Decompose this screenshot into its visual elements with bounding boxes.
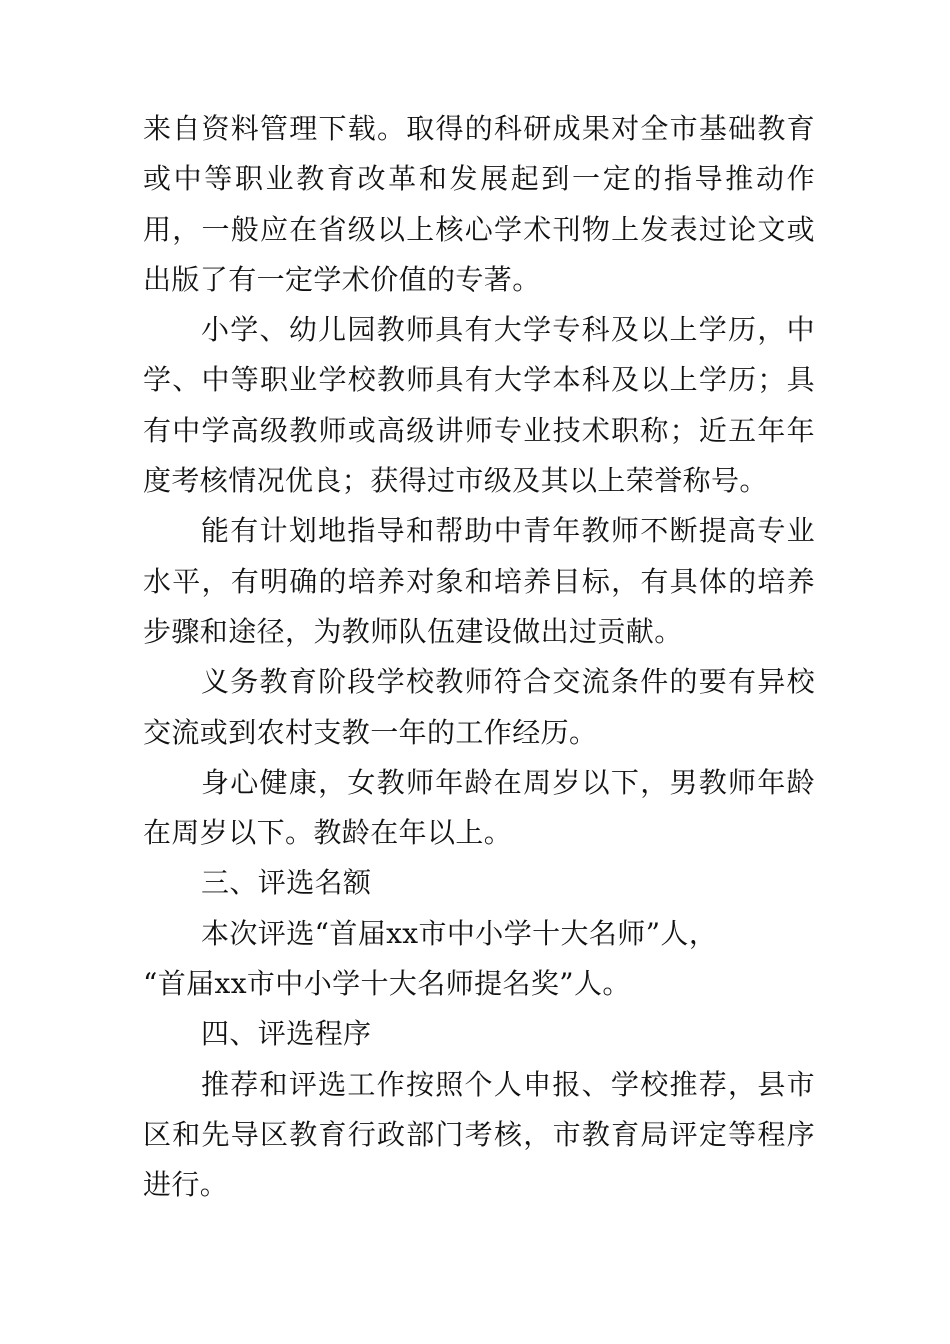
paragraph-quota-line-1: 本次评选“首届xx市中小学十大名师”人， — [201, 916, 718, 950]
document-body — [143, 104, 815, 1211]
paragraph-research-results: 来自资料管理下载。取得的科研成果对全市基础教育或中等职业教育改革和发展起到一定的指导推动作用，一般应在省级以上核心学术刊物上发表过论文或出版了有一定学术价值的专著。 — [143, 112, 815, 296]
paragraph-quota-line-2: “首届xx市中小学十大名师提名奖”人。 — [143, 967, 631, 1001]
paragraph-health-age: 身心健康，女教师年龄在周岁以下，男教师年龄在周岁以下。教龄在年以上。 — [143, 765, 815, 850]
paragraph-procedure: 推荐和评选工作按照个人申报、学校推荐，县市区和先导区教育行政部门考核，市教育局评定等程序进行。 — [143, 1067, 815, 1202]
paragraph-rural-exchange: 义务教育阶段学校教师符合交流条件的要有异校交流或到农村支教一年的工作经历。 — [143, 665, 815, 749]
section-heading-quota: 三、评选名额 — [201, 866, 372, 900]
paragraph-mentoring: 能有计划地指导和帮助中青年教师不断提高专业水平，有明确的培养对象和培养目标，有具体的培养步骤和途径，为教师队伍建设做出过贡献。 — [143, 514, 815, 648]
section-heading-procedure: 四、评选程序 — [201, 1017, 372, 1051]
paragraph-education-qualification: 小学、幼儿园教师具有大学专科及以上学历，中学、中等职业学校教师具有大学本科及以上学历；具有中学高级教师或高级讲师专业技术职称；近五年年度考核情况优良；获得过市级及其以上荣誉称号。 — [143, 313, 815, 498]
